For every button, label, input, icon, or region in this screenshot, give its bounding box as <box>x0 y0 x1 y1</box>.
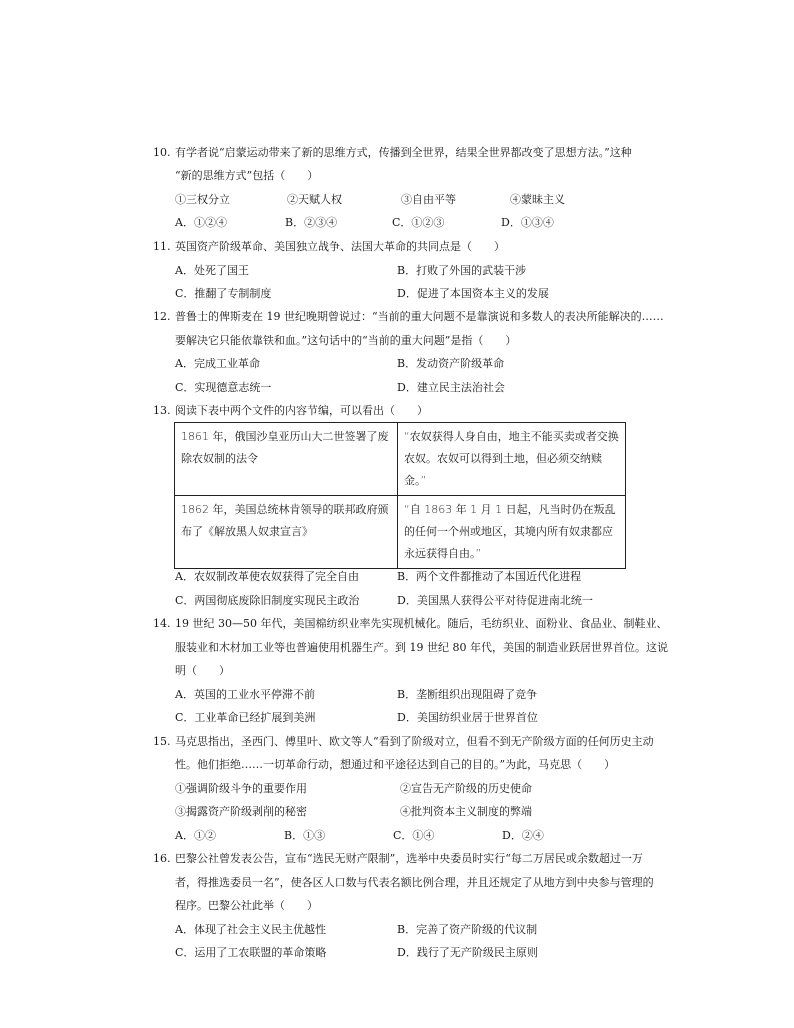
q15-stem-line-2: 性。他们拒绝……一切革命行动，想通过和平途径达到自己的目的。”为此，马克思（ ） <box>175 758 616 771</box>
q16-option-c: C．运用了工农联盟的革命策略 <box>175 946 327 959</box>
q16-number: 16. <box>153 852 171 865</box>
q11-number: 11. <box>153 240 171 253</box>
table-cell: “农奴获得人身自由，地主不能买卖或者交换农奴。农奴可以得到土地，但必须交纳赎金。” <box>398 423 626 496</box>
q14-stem-line-2: 服装业和木材加工业等也普遍使用机器生产。到 19 世纪 80 年代，美国的制造业跃居世界首位。这说 <box>175 641 668 654</box>
table-row <box>175 423 626 496</box>
q14-option-b: B．垄断组织出现阻碍了竞争 <box>397 688 538 701</box>
q14-stem-line-3: 明（ ） <box>175 664 230 677</box>
q15-option-c: C．①④ <box>393 829 435 842</box>
q15-item-2: ②宣告无产阶级的历史使命 <box>400 782 532 795</box>
q16-stem-line-3: 程序。巴黎公社此举（ ） <box>175 899 318 912</box>
q10-option-b: B．②③④ <box>285 216 338 229</box>
q15-item-3: ③揭露资产阶级剥削的秘密 <box>175 805 307 818</box>
q14-number: 14. <box>153 617 171 630</box>
q13-document-table <box>174 422 626 569</box>
q11-option-b: B．打败了外国的武装干涉 <box>397 264 527 277</box>
q15-item-4: ④批判资本主义制度的弊端 <box>400 805 532 818</box>
q12-option-d: D．建立民主法治社会 <box>397 381 505 394</box>
q11-option-a: A．处死了国王 <box>175 264 249 277</box>
q10-stem-line-2: “新的思维方式”包括（ ） <box>175 169 319 182</box>
q16-stem-line-1: 16. 巴黎公社曾发表公告，宣布“选民无财产限制”，选举中央委员时实行“每二万居民或余数超过一万 <box>153 852 643 865</box>
table-cell: 1862 年，美国总统林肯领导的联邦政府颁布了《解放黑人奴隶宣言》 <box>175 496 398 569</box>
q14-option-a: A．英国的工业水平停滞不前 <box>175 688 315 701</box>
q16-option-a: A．体现了社会主义民主优越性 <box>175 923 326 936</box>
q14-option-d: D．美国纺织业居于世界首位 <box>397 711 538 724</box>
q10-item-4: ④蒙昧主义 <box>510 193 565 206</box>
q13-option-a: A．农奴制改革使农奴获得了完全自由 <box>175 570 359 583</box>
q15-option-d: D．②④ <box>502 829 544 842</box>
q13-option-c: C．两国彻底废除旧制度实现民主政治 <box>175 594 360 607</box>
q16-option-d: D．践行了无产阶级民主原则 <box>397 946 538 959</box>
q11-option-c: C．推翻了专制制度 <box>175 287 272 300</box>
q12-stem-line-1: 12. 普鲁士的俾斯麦在 19 世纪晚期曾说过：“当前的重大问题不是靠演说和多数人的表决所能解决的…… <box>153 310 664 323</box>
q14-option-c: C．工业革命已经扩展到美洲 <box>175 711 316 724</box>
q15-stem-line-1: 15. 马克思指出，圣西门、傅里叶、欧文等人“看到了阶级对立，但看不到无产阶级方面的任何历史主动 <box>153 735 654 748</box>
q12-number: 12. <box>153 310 171 323</box>
q13-option-b: B．两个文件都推动了本国近代化进程 <box>397 570 582 583</box>
table-cell: 1861 年，俄国沙皇亚历山大二世签署了废除农奴制的法令 <box>175 423 398 496</box>
q12-option-c: C．实现德意志统一 <box>175 381 272 394</box>
table-row <box>175 496 626 569</box>
q15-option-b: B．①③ <box>284 829 326 842</box>
q13-option-d: D．美国黑人获得公平对待促进南北统一 <box>397 594 593 607</box>
table-cell: “自 1863 年 1 月 1 日起，凡当时仍在叛乱的任何一个州或地区，其境内所有奴隶都应永远获得自由。” <box>398 496 626 569</box>
q10-item-1: ①三权分立 <box>175 193 230 206</box>
q15-option-a: A．①② <box>175 829 216 842</box>
q11-option-d: D．促进了本国资本主义的发展 <box>397 287 549 300</box>
q12-stem-line-2: 要解决它只能依靠铁和血。”这句话中的“当前的重大问题”是指（ ） <box>175 334 517 347</box>
q10-item-3: ③自由平等 <box>401 193 456 206</box>
q16-option-b: B．完善了资产阶级的代议制 <box>397 923 538 936</box>
q11-stem-line-1: 11. 英国资产阶级革命、美国独立战争、法国大革命的共同点是（ ） <box>153 240 505 253</box>
q10-stem-line-1: 10. 有学者说“启蒙运动带来了新的思维方式，传播到全世界，结果全世界都改变了思想方法。”这种 <box>153 146 632 159</box>
q12-option-a: A．完成工业革命 <box>175 357 260 370</box>
q15-number: 15. <box>153 735 171 748</box>
q15-item-1: ①强调阶级斗争的重要作用 <box>175 782 307 795</box>
q14-stem-line-1: 14. 19 世纪 30—50 年代，美国棉纺织业率先实现机械化。随后，毛纺织业、面粉业、食品业、制鞋业、 <box>153 617 668 630</box>
q13-stem-line-1: 13. 阅读下表中两个文件的内容节编，可以看出（ ） <box>153 404 428 417</box>
q10-item-2: ②天赋人权 <box>287 193 342 206</box>
q16-stem-line-2: 者，得推选委员一名”，使各区人口数与代表名额比例合理，并且还规定了从地方到中央参与管理的 <box>175 876 654 889</box>
q12-option-b: B．发动资产阶级革命 <box>397 357 505 370</box>
q10-option-c: C．①②③ <box>392 216 445 229</box>
q10-option-d: D．①③④ <box>501 216 554 229</box>
q10-option-a: A．①②④ <box>175 216 227 229</box>
q13-number: 13. <box>153 404 171 417</box>
q10-number: 10. <box>153 146 171 159</box>
